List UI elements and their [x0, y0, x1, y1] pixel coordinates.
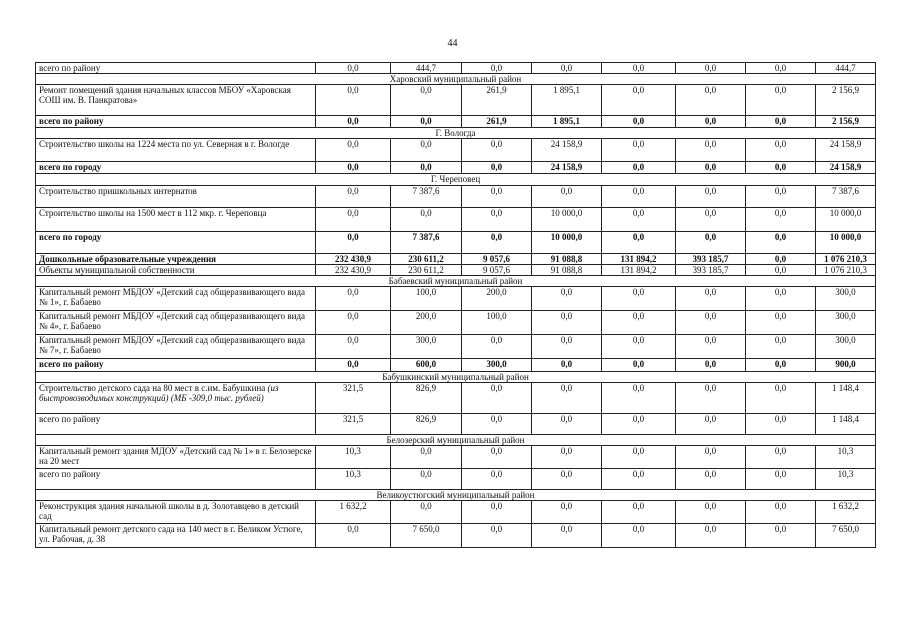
value-cell: 0,0: [602, 116, 676, 128]
value-cell: 0,0: [462, 446, 532, 469]
table-row: [36, 254, 876, 265]
table-row: [36, 208, 876, 232]
row-label-text: Капитальный ремонт здания МДОУ «Детский сад № 1» в г. Белозерске на 20 мест: [39, 446, 312, 466]
value-cell: 0,0: [676, 208, 746, 232]
value-cell: 9 057,6: [462, 265, 532, 276]
value-cell: 0,0: [676, 359, 746, 372]
value-cell: 0,0: [391, 208, 462, 232]
value-cell: 0,0: [602, 335, 676, 359]
table-row: [36, 287, 876, 311]
value-cell: 0,0: [532, 186, 602, 208]
value-cell: 7 650,0: [391, 524, 462, 548]
row-label: [36, 446, 316, 469]
row-label: [36, 139, 316, 162]
value-cell: 0,0: [676, 446, 746, 469]
value-cell: 300,0: [816, 311, 876, 335]
value-cell: 300,0: [816, 287, 876, 311]
value-cell: 0,0: [602, 469, 676, 490]
row-label-note: (из быстровозводимых конструкций) (МБ -309,0 тыс. рублей): [39, 383, 279, 403]
value-cell: 7 387,6: [391, 186, 462, 208]
section-header-row: [36, 372, 876, 383]
section-header-row: [36, 74, 876, 85]
table-row: [36, 524, 876, 548]
value-cell: 0,0: [602, 139, 676, 162]
row-label-text: всего по району: [39, 414, 101, 424]
value-cell: 826,9: [391, 383, 462, 414]
row-label: [36, 335, 316, 359]
value-cell: 300,0: [816, 335, 876, 359]
table-row: [36, 335, 876, 359]
value-cell: 0,0: [391, 446, 462, 469]
value-cell: 0,0: [676, 335, 746, 359]
row-label-text: всего по району: [39, 359, 104, 369]
value-cell: 0,0: [602, 287, 676, 311]
value-cell: 1 076 210,3: [816, 265, 876, 276]
value-cell: 0,0: [602, 524, 676, 548]
value-cell: 0,0: [602, 311, 676, 335]
value-cell: 300,0: [391, 335, 462, 359]
row-label: [36, 208, 316, 232]
value-cell: 0,0: [746, 383, 816, 414]
value-cell: 24 158,9: [532, 139, 602, 162]
table-row: [36, 162, 876, 174]
value-cell: 2 156,9: [816, 116, 876, 128]
row-label: [36, 232, 316, 254]
value-cell: 0,0: [602, 359, 676, 372]
value-cell: 91 088,8: [532, 254, 602, 265]
value-cell: 0,0: [316, 208, 391, 232]
value-cell: 0,0: [316, 63, 391, 74]
budget-table-body: [36, 63, 876, 548]
value-cell: 0,0: [676, 162, 746, 174]
value-cell: 900,0: [816, 359, 876, 372]
row-label: [36, 501, 316, 524]
value-cell: 300,0: [462, 359, 532, 372]
value-cell: 0,0: [746, 311, 816, 335]
value-cell: 0,0: [746, 85, 816, 116]
row-label: [36, 414, 316, 435]
value-cell: 0,0: [462, 186, 532, 208]
row-label: [36, 85, 316, 116]
row-label-text: Ремонт помещений здания начальных классов МБОУ «Харовская СОШ им. В. Панкратова»: [39, 85, 291, 105]
value-cell: 10 000,0: [816, 208, 876, 232]
value-cell: 600,0: [391, 359, 462, 372]
value-cell: 0,0: [316, 116, 391, 128]
row-label-text: Объекты муниципальной собственности: [39, 265, 195, 275]
section-header-row: [36, 128, 876, 139]
table-row: [36, 85, 876, 116]
value-cell: 0,0: [746, 469, 816, 490]
value-cell: 0,0: [316, 162, 391, 174]
value-cell: 0,0: [316, 287, 391, 311]
section-title: Бабаевский муниципальный район: [36, 276, 876, 287]
value-cell: 10,3: [816, 469, 876, 490]
value-cell: 1 895,1: [532, 116, 602, 128]
row-label-text: всего по району: [39, 63, 101, 73]
row-label: [36, 265, 316, 276]
value-cell: 232 430,9: [316, 265, 391, 276]
section-header-row: [36, 276, 876, 287]
row-label-text: Строительство детского сада на 80 мест в с.им. Бабушкина: [39, 383, 266, 393]
value-cell: 230 611,2: [391, 254, 462, 265]
value-cell: 10 000,0: [532, 232, 602, 254]
value-cell: 0,0: [532, 287, 602, 311]
row-label: [36, 469, 316, 490]
value-cell: 0,0: [462, 63, 532, 74]
row-label-text: Капитальный ремонт МБДОУ «Детский сад общеразвивающего вида № 7», г. Бабаево: [39, 335, 306, 355]
table-row: [36, 232, 876, 254]
table-row: [36, 186, 876, 208]
value-cell: 0,0: [602, 383, 676, 414]
value-cell: 0,0: [462, 162, 532, 174]
value-cell: 0,0: [316, 311, 391, 335]
value-cell: 0,0: [391, 501, 462, 524]
value-cell: 0,0: [746, 414, 816, 435]
value-cell: 0,0: [676, 311, 746, 335]
value-cell: 0,0: [532, 501, 602, 524]
section-title: Бабушкинский муниципальный район: [36, 372, 876, 383]
page-number: 44: [447, 38, 458, 49]
value-cell: 131 894,2: [602, 254, 676, 265]
value-cell: 0,0: [746, 186, 816, 208]
value-cell: 0,0: [676, 116, 746, 128]
value-cell: 1 632,2: [816, 501, 876, 524]
value-cell: 0,0: [746, 232, 816, 254]
value-cell: 0,0: [746, 63, 816, 74]
row-label: [36, 359, 316, 372]
row-label-text: Реконструкция здания начальной школы в д. Золотавцево в детский сад: [39, 501, 299, 521]
value-cell: 0,0: [462, 232, 532, 254]
value-cell: 0,0: [316, 232, 391, 254]
value-cell: 0,0: [746, 254, 816, 265]
row-label: [36, 383, 316, 414]
value-cell: 0,0: [391, 116, 462, 128]
value-cell: 7 387,6: [816, 186, 876, 208]
value-cell: 0,0: [602, 414, 676, 435]
value-cell: 0,0: [746, 524, 816, 548]
value-cell: 826,9: [391, 414, 462, 435]
section-header-row: [36, 490, 876, 501]
value-cell: 0,0: [676, 186, 746, 208]
value-cell: 261,9: [462, 116, 532, 128]
value-cell: 0,0: [746, 287, 816, 311]
value-cell: 7 387,6: [391, 232, 462, 254]
section-header-row: [36, 435, 876, 446]
row-label-text: Строительство пришкольных интернатов: [39, 186, 197, 196]
value-cell: 0,0: [316, 139, 391, 162]
value-cell: 1 632,2: [316, 501, 391, 524]
value-cell: 100,0: [391, 287, 462, 311]
row-label-text: Капитальный ремонт МБДОУ «Детский сад общеразвивающего вида № 4», г. Бабаево: [39, 311, 306, 331]
row-label-text: всего по городу: [39, 232, 102, 242]
section-title: Белозерский муниципальный район: [36, 435, 876, 446]
value-cell: 0,0: [532, 311, 602, 335]
value-cell: 0,0: [391, 162, 462, 174]
value-cell: 7 650,0: [816, 524, 876, 548]
row-label: [36, 287, 316, 311]
value-cell: 0,0: [532, 383, 602, 414]
value-cell: 1 148,4: [816, 414, 876, 435]
value-cell: 0,0: [532, 524, 602, 548]
value-cell: 444,7: [391, 63, 462, 74]
row-label: [36, 186, 316, 208]
value-cell: 393 185,7: [676, 265, 746, 276]
row-label: [36, 524, 316, 548]
value-cell: 0,0: [676, 524, 746, 548]
value-cell: 0,0: [462, 383, 532, 414]
value-cell: 0,0: [602, 186, 676, 208]
value-cell: 10 000,0: [532, 208, 602, 232]
row-label-text: Строительство школы на 1500 мест в 112 мкр. г. Череповца: [39, 208, 267, 218]
value-cell: 0,0: [746, 139, 816, 162]
value-cell: 0,0: [602, 208, 676, 232]
value-cell: 0,0: [462, 469, 532, 490]
table-row: [36, 139, 876, 162]
value-cell: 10,3: [816, 446, 876, 469]
row-label-text: всего по городу: [39, 162, 102, 172]
value-cell: 0,0: [316, 85, 391, 116]
value-cell: 0,0: [391, 469, 462, 490]
value-cell: 0,0: [602, 162, 676, 174]
value-cell: 230 611,2: [391, 265, 462, 276]
value-cell: 0,0: [746, 162, 816, 174]
table-row: [36, 469, 876, 490]
value-cell: 0,0: [676, 501, 746, 524]
section-header-row: [36, 174, 876, 186]
section-title: Великоустюгский муниципальный район: [36, 490, 876, 501]
value-cell: 0,0: [316, 335, 391, 359]
value-cell: 0,0: [316, 524, 391, 548]
table-row: [36, 359, 876, 372]
table-row: [36, 446, 876, 469]
value-cell: 261,9: [462, 85, 532, 116]
value-cell: 393 185,7: [676, 254, 746, 265]
table-row: [36, 383, 876, 414]
value-cell: 0,0: [676, 414, 746, 435]
value-cell: 24 158,9: [816, 162, 876, 174]
value-cell: 0,0: [602, 232, 676, 254]
value-cell: 10,3: [316, 446, 391, 469]
value-cell: 0,0: [676, 232, 746, 254]
row-label: [36, 162, 316, 174]
value-cell: 0,0: [462, 501, 532, 524]
table-row: [36, 265, 876, 276]
value-cell: 232 430,9: [316, 254, 391, 265]
section-title: Г. Вологда: [36, 128, 876, 139]
value-cell: 200,0: [462, 287, 532, 311]
table-row: [36, 63, 876, 74]
value-cell: 1 076 210,3: [816, 254, 876, 265]
value-cell: 0,0: [676, 63, 746, 74]
table-row: [36, 414, 876, 435]
value-cell: 0,0: [532, 335, 602, 359]
value-cell: 0,0: [462, 335, 532, 359]
value-cell: 10 000,0: [816, 232, 876, 254]
value-cell: 0,0: [746, 116, 816, 128]
row-label: [36, 254, 316, 265]
value-cell: 0,0: [676, 139, 746, 162]
row-label-text: Капитальный ремонт МБДОУ «Детский сад общеразвивающего вида № 1», г. Бабаево: [39, 287, 306, 307]
row-label-text: Капитальный ремонт детского сада на 140 мест в г. Великом Устюге, ул. Рабочая, д. 38: [39, 524, 303, 544]
section-title: Г. Череповец: [36, 174, 876, 186]
value-cell: 0,0: [532, 446, 602, 469]
value-cell: 0,0: [676, 287, 746, 311]
value-cell: 0,0: [676, 383, 746, 414]
value-cell: 100,0: [462, 311, 532, 335]
value-cell: 1 148,4: [816, 383, 876, 414]
row-label: [36, 311, 316, 335]
value-cell: 0,0: [602, 501, 676, 524]
value-cell: 0,0: [462, 414, 532, 435]
value-cell: 0,0: [462, 208, 532, 232]
value-cell: 91 088,8: [532, 265, 602, 276]
budget-table: [35, 62, 876, 548]
row-label-text: Дошкольные образовательные учреждения: [39, 254, 217, 264]
value-cell: 0,0: [316, 186, 391, 208]
value-cell: 0,0: [746, 359, 816, 372]
row-label-text: Строительство школы на 1224 места по ул. Северная в г. Вологде: [39, 139, 290, 149]
value-cell: 0,0: [532, 359, 602, 372]
value-cell: 0,0: [602, 85, 676, 116]
value-cell: 0,0: [532, 414, 602, 435]
value-cell: 24 158,9: [532, 162, 602, 174]
value-cell: 0,0: [532, 469, 602, 490]
row-label-text: всего по району: [39, 116, 104, 126]
value-cell: 9 057,6: [462, 254, 532, 265]
value-cell: 0,0: [532, 63, 602, 74]
value-cell: 0,0: [602, 63, 676, 74]
value-cell: 321,5: [316, 414, 391, 435]
table-row: [36, 116, 876, 128]
value-cell: 0,0: [746, 335, 816, 359]
value-cell: 444,7: [816, 63, 876, 74]
value-cell: 24 158,9: [816, 139, 876, 162]
value-cell: 0,0: [462, 139, 532, 162]
value-cell: 10,3: [316, 469, 391, 490]
table-row: [36, 311, 876, 335]
value-cell: 321,5: [316, 383, 391, 414]
value-cell: 0,0: [391, 139, 462, 162]
value-cell: 0,0: [316, 359, 391, 372]
value-cell: 131 894,2: [602, 265, 676, 276]
value-cell: 0,0: [746, 265, 816, 276]
row-label: [36, 116, 316, 128]
value-cell: 2 156,9: [816, 85, 876, 116]
value-cell: 0,0: [746, 446, 816, 469]
table-row: [36, 501, 876, 524]
section-title: Харовский муниципальный район: [36, 74, 876, 85]
value-cell: 0,0: [676, 85, 746, 116]
value-cell: 1 895,1: [532, 85, 602, 116]
value-cell: 200,0: [391, 311, 462, 335]
value-cell: 0,0: [746, 208, 816, 232]
row-label-text: всего по району: [39, 469, 101, 479]
value-cell: 0,0: [391, 85, 462, 116]
row-label: [36, 63, 316, 74]
value-cell: 0,0: [602, 446, 676, 469]
value-cell: 0,0: [746, 501, 816, 524]
value-cell: 0,0: [462, 524, 532, 548]
value-cell: 0,0: [676, 469, 746, 490]
